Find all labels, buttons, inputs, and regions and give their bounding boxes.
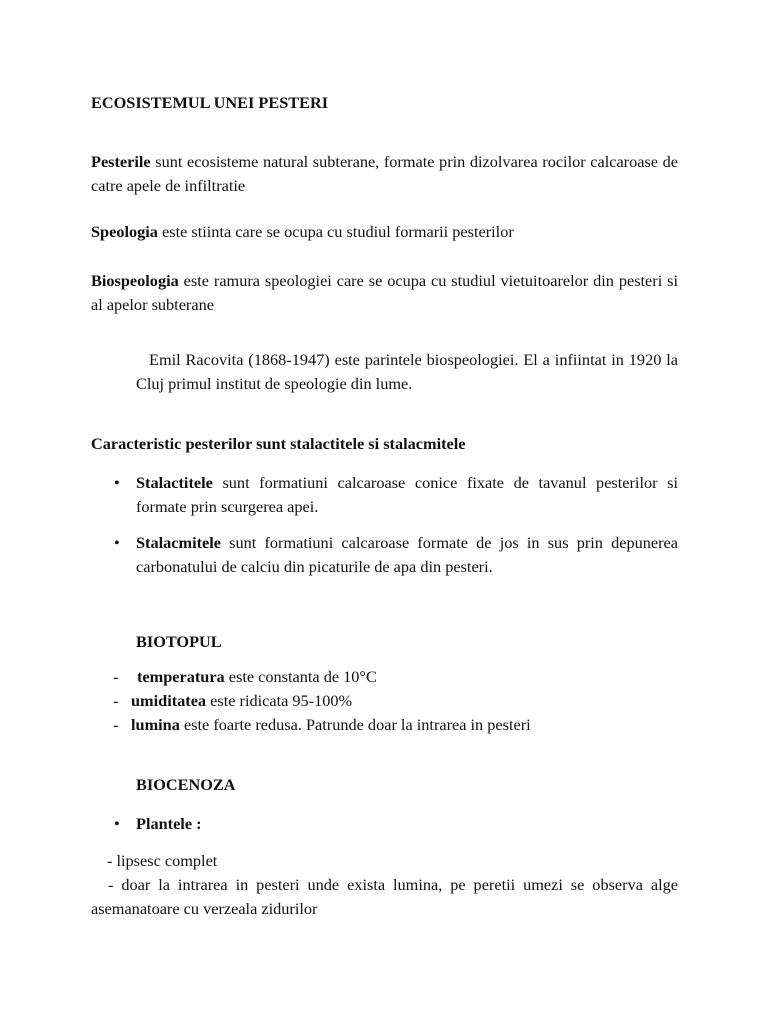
paragraph-pesterile	[91, 150, 678, 198]
list-item-text: este ridicata 95-100%	[206, 691, 353, 710]
section-heading: Caracteristic pesterilor sunt stalactitele si stalacmitele	[91, 434, 466, 453]
paragraph-text: este stiinta care se ocupa cu studiul formarii pesterilor	[157, 222, 514, 241]
list-item-lumina	[113, 713, 531, 737]
bullet-text	[136, 531, 678, 579]
heading-biotopul: BIOTOPUL	[136, 632, 222, 651]
term-temperatura: temperatura	[137, 667, 225, 686]
list-item-umiditatea	[113, 689, 352, 713]
label-plantele: Plantele :	[136, 814, 202, 833]
bullet-marker: •	[114, 814, 120, 833]
dash-marker: -	[113, 691, 119, 710]
dash-marker: -	[113, 715, 119, 734]
heading-biocenoza: BIOCENOZA	[136, 775, 236, 794]
term-umiditatea: umiditatea	[131, 691, 207, 710]
list-item-text: este constanta de 10°C	[224, 667, 377, 686]
list-item-temperatura	[113, 665, 377, 689]
term-pesterile: Pesterile	[91, 152, 151, 171]
bullet-description: sunt formatiuni calcaroase conice fixate de tavanul pesterilor si formate prin scurgerea apei.	[136, 473, 678, 516]
plants-line-lipsesc: - lipsesc complet	[107, 851, 218, 870]
term-stalactitele: Stalactitele	[136, 473, 213, 492]
term-lumina: lumina	[131, 715, 180, 734]
term-biospeologia: Biospeologia	[91, 271, 179, 290]
bullet-text	[136, 471, 678, 519]
paragraph-racovita: Emil Racovita (1868-1947) este parintele biospeologiei. El a infiintat in 1920 la Cluj primul institut de speologie din lume.	[136, 350, 678, 393]
bullet-marker: •	[114, 533, 120, 552]
paragraph-biospeologia	[91, 269, 678, 317]
paragraph-speologia	[91, 220, 514, 244]
term-stalacmitele: Stalacmitele	[136, 533, 221, 552]
list-item-text: este foarte redusa. Patrunde doar la intrarea in pesteri	[179, 715, 531, 734]
paragraph-text: sunt ecosisteme natural subterane, formate prin dizolvarea rocilor calcaroase de catre apele de infiltratie	[91, 152, 678, 195]
term-speologia: Speologia	[91, 222, 158, 241]
document-title: ECOSISTEMUL UNEI PESTERI	[91, 93, 329, 112]
dash-marker: -	[113, 667, 119, 686]
paragraph-text: este ramura speologiei care se ocupa cu studiul vietuitoarelor din pesteri si al apelor subterane	[91, 271, 678, 314]
bullet-text	[136, 812, 678, 836]
bullet-marker: •	[114, 473, 120, 492]
bullet-description: sunt formatiuni calcaroase formate de jos in sus prin depunerea carbonatului de calciu din picaturile de apa din pesteri.	[136, 533, 678, 576]
plants-line-alge: - doar la intrarea in pesteri unde exista lumina, pe peretii umezi se observa alge asemanatoare cu verzeala zidurilor	[91, 875, 678, 918]
